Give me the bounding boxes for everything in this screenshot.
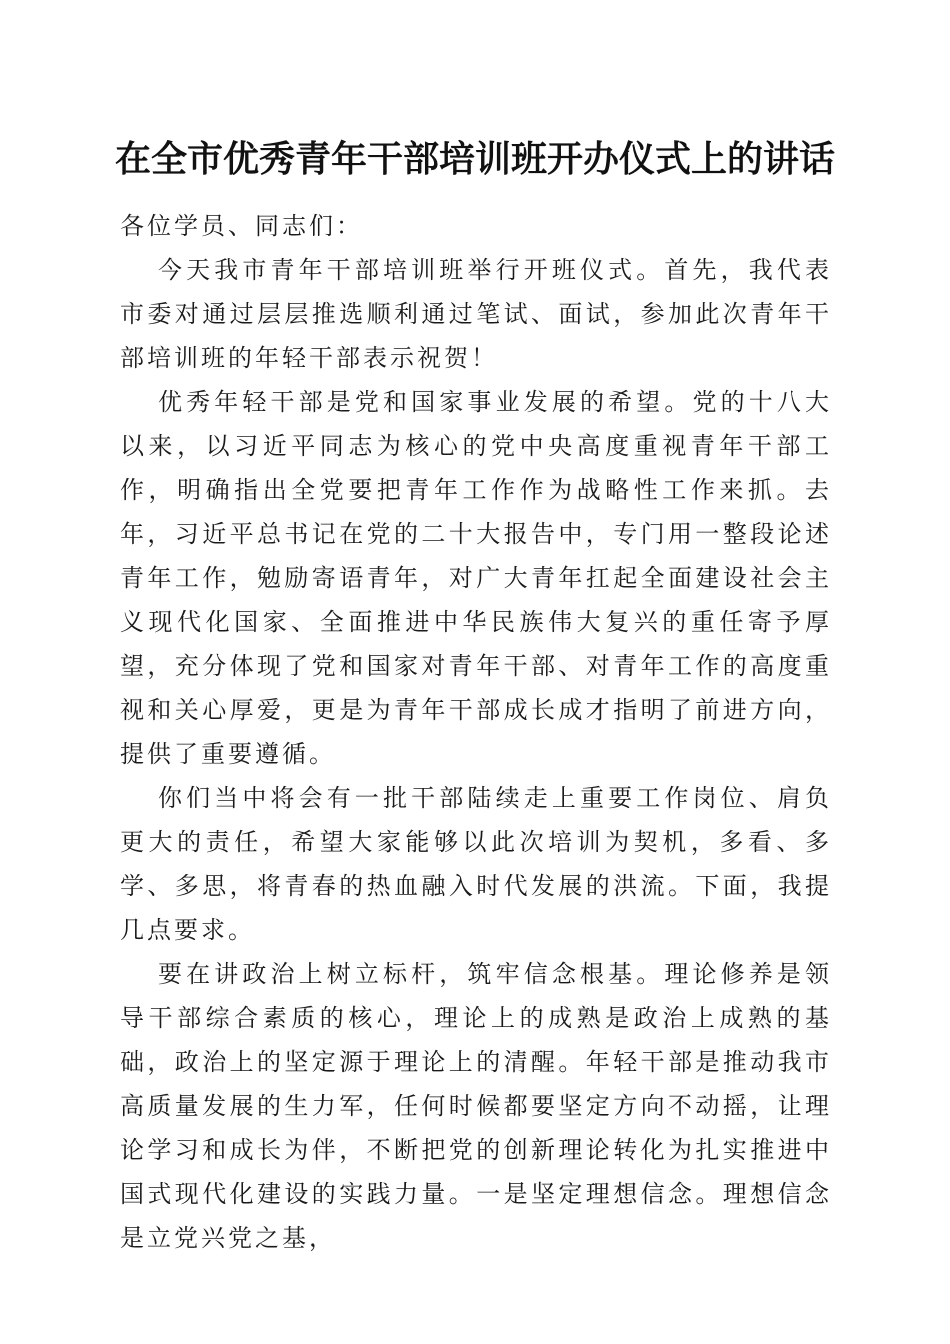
paragraph-political-benchmark: 要在讲政治上树立标杆，筑牢信念根基。理论修养是领导干部综合素质的核心，理论上的成熟是政治上成熟的基础，政治上的坚定源于理论上的清醒。年轻干部是推动我市高质量发展的生力军，任何时候都要坚定方向不动摇，让理论学习和成长为伴，不断把党的创新理论转化为扎实推进中国式现代化建设的实践力量。一是坚定理想信念。理想信念是立党兴党之基， [120, 960, 832, 1252]
document-title: 在全市优秀青年干部培训班开办仪式上的讲话 [114, 138, 835, 180]
paragraph-requirements-intro: 你们当中将会有一批干部陆续走上重要工作岗位、肩负更大的责任，希望大家能够以此次培训为契机，多看、多学、多思，将青春的热血融入时代发展的洪流。下面，我提几点要求。 [120, 784, 832, 944]
greeting-line: 各位学员、同志们： [120, 212, 363, 240]
paragraph-hope-of-party: 优秀年轻干部是党和国家事业发展的希望。党的十八大以来，以习近平同志为核心的党中央高度重视青年干部工作，明确指出全党要把青年工作作为战略性工作来抓。去年，习近平总书记在党的二十大报告中，专门用一整段论述青年工作，勉励寄语青年，对广大青年扛起全面建设社会主义现代化国家、全面推进中华民族伟大复兴的重任寄予厚望，充分体现了党和国家对青年干部、对青年工作的高度重视和关心厚爱，更是为青年干部成长成才指明了前进方向，提供了重要遵循。 [120, 388, 832, 768]
document-body [120, 204, 832, 1260]
paragraph-congratulations: 今天我市青年干部培训班举行开班仪式。首先，我代表市委对通过层层推选顺利通过笔试、面试，参加此次青年干部培训班的年轻干部表示祝贺！ [120, 256, 832, 372]
